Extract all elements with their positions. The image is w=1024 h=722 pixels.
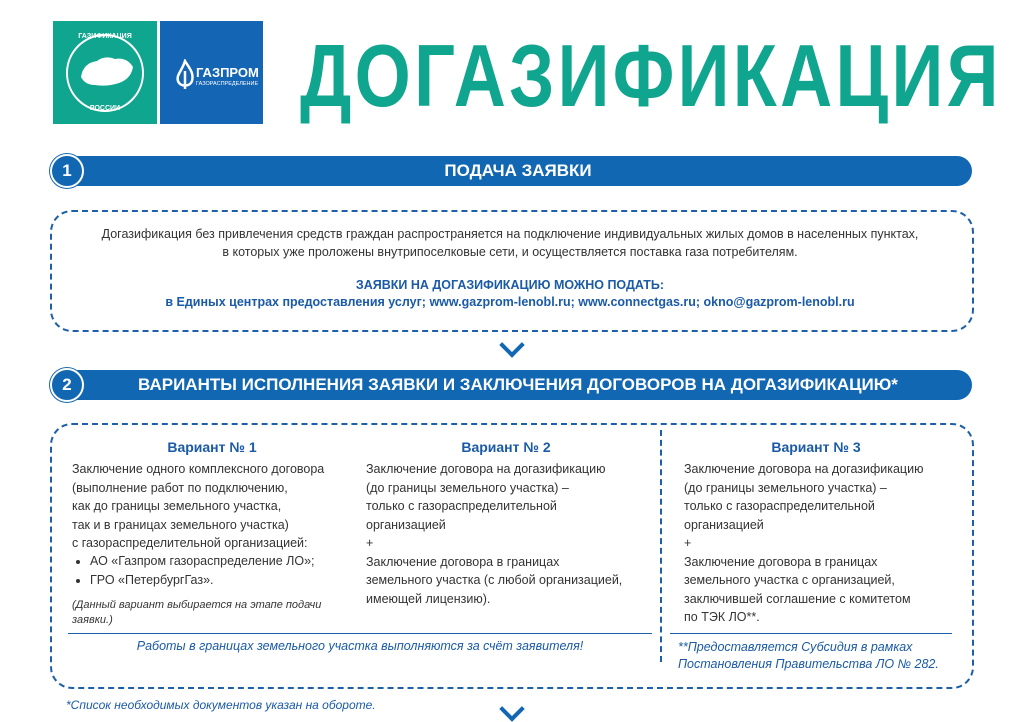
variant1-bullet-1: • АО «Газпром газораспределение ЛО»; [90, 552, 380, 571]
applicant-pays-note: Работы в границах земельного участка выполняются за счёт заявителя! [136, 639, 584, 653]
section1-bar [64, 156, 972, 186]
variant1-bullet-2: • ГРО «ПетербургГаз». [90, 571, 380, 590]
variant2-text: Заключение договора на догазификацию (до границы земельного участка) – только с газораспределительной организацией + Заключение договора в границах земельного участка (с любой организацией, имеющей лицензию). [366, 462, 623, 606]
chevron-down-bottom-icon [499, 696, 524, 721]
flame-icon [174, 59, 196, 91]
section1-number: 1 [50, 154, 84, 188]
right-footer-divider [670, 633, 952, 634]
section2-title: ВАРИАНТЫ ИСПОЛНЕНИЯ ЗАЯВКИ И ЗАКЛЮЧЕНИЯ ДОГОВОРОВ НА ДОГАЗИФИКАЦИЮ* [138, 375, 898, 394]
section2-number: 2 [50, 368, 84, 402]
apply-heading: ЗАЯВКИ НА ДОГАЗИФИКАЦИЮ МОЖНО ПОДАТЬ: [355, 278, 665, 292]
logo-right-text: ГАЗПРОМ [196, 65, 259, 80]
page-title: ДОГАЗИФИКАЦИЯ [300, 26, 1002, 125]
section2-bar [64, 370, 972, 400]
documents-footnote: *Список необходимых документов указан на обороте. [66, 698, 376, 712]
variant1-title: Вариант № 1 [167, 439, 257, 455]
variant1-note: (Данный вариант выбирается на этапе подачи заявки.) [72, 599, 322, 626]
variant2-title: Вариант № 2 [461, 439, 551, 455]
gasification-russia-logo [53, 21, 157, 124]
logo-left-top-text: ГАЗИФИКАЦИЯ [78, 33, 132, 40]
chevron-down-icon [499, 332, 524, 357]
subsidy-note: **Предоставляется Субсидия в рамках Постановления Правительства ЛО № 282. [678, 640, 939, 671]
variant1-text: Заключение одного комплексного договора (выполнение работ по подключению, как до границы земельного участка, так и в границах земельного участка) с газораспределительной организацией: [72, 462, 325, 550]
variant3-text: Заключение договора на догазификацию (до границы земельного участка) – только с газораспределительной организацией + Заключение договора в границах земельного участка с организацией, заключившей соглашение с комитетом по ТЭК ЛО**. [684, 462, 924, 624]
section1-text-line2: в которых уже проложены внутрипоселковые сети, и осуществляется поставка газа потребителям. [222, 245, 798, 259]
left-footer-divider [68, 633, 652, 634]
logo-left-bottom-text: РОССИИ [89, 105, 121, 112]
variant-divider [660, 430, 662, 662]
section1-text-line1: Догазификация без привлечения средств граждан распространяется на подключение индивидуальных жилых домов в населенных пунктах, [101, 227, 919, 241]
logo-right-subtext: ГАЗОРАСПРЕДЕЛЕНИЕ [196, 81, 259, 87]
variant3-title: Вариант № 3 [771, 439, 861, 455]
section1-title: ПОДАЧА ЗАЯВКИ [444, 161, 592, 180]
apply-channels: в Единых центрах предоставления услуг; www.gazprom-lenobl.ru; www.connectgas.ru; okno@gazprom-lenobl.ru [165, 295, 855, 309]
gazprom-logo [160, 21, 263, 124]
variant1-bullets [72, 552, 380, 589]
